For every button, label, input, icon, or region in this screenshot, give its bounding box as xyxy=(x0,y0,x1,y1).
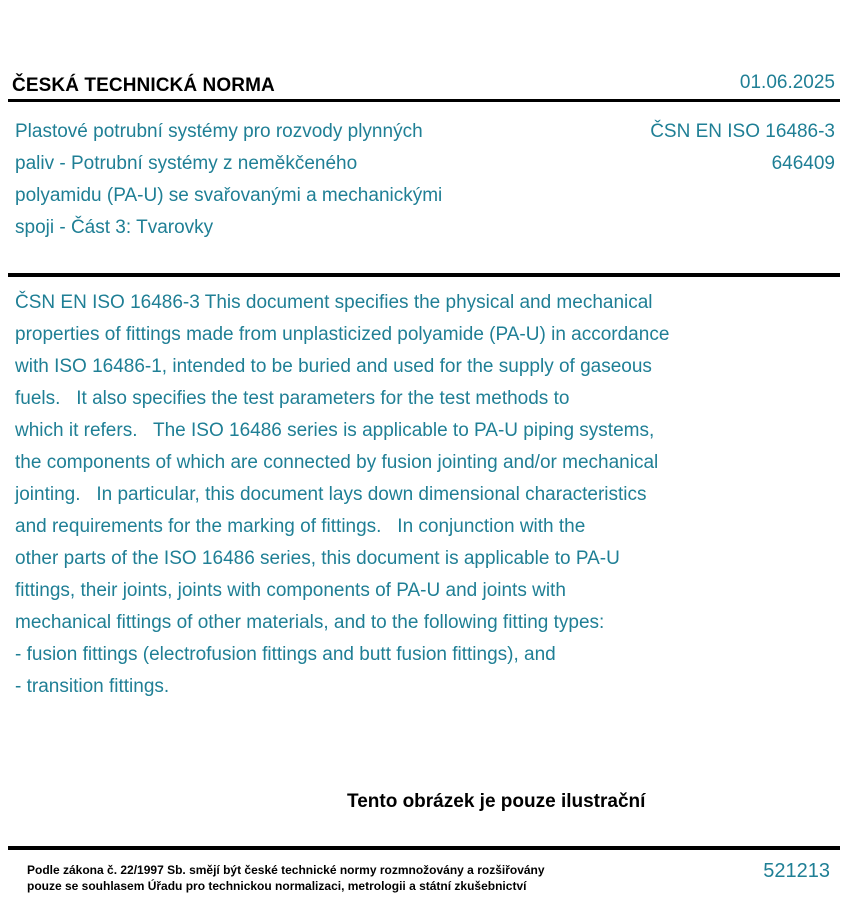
legal-notice-line: pouze se souhlasem Úřadu pro technickou normalizaci, metrologii a státní zkušebnictví xyxy=(27,879,527,893)
document-identifiers xyxy=(650,116,835,180)
abstract-line: fittings, their joints, joints with components of PA-U and joints with xyxy=(15,580,566,601)
legal-notice xyxy=(27,862,545,894)
abstract-line: mechanical fittings of other materials, and to the following fitting types: xyxy=(15,612,605,633)
document-title-line: spoji - Část 3: Tvarovky xyxy=(15,217,214,238)
abstract-line: with ISO 16486-1, intended to be buried and used for the supply of gaseous xyxy=(15,356,652,377)
document-title xyxy=(15,116,535,244)
abstract-line: the components of which are connected by fusion jointing and/or mechanical xyxy=(15,452,659,473)
abstract-line: - fusion fittings (electrofusion fittings and butt fusion fittings), and xyxy=(15,644,556,665)
abstract-text xyxy=(15,287,835,703)
document-title-line: Plastové potrubní systémy pro rozvody plynných xyxy=(15,121,423,142)
abstract-line: jointing. In particular, this document lays down dimensional characteristics xyxy=(15,484,647,505)
header-divider xyxy=(8,99,840,102)
document-title-line: polyamidu (PA-U) se svařovanými a mechanickými xyxy=(15,185,443,206)
footer-divider xyxy=(8,846,840,850)
abstract-line: properties of fittings made from unplasticized polyamide (PA-U) in accordance xyxy=(15,324,670,345)
illustration-note: Tento obrázek je pouze ilustrační xyxy=(347,791,646,812)
abstract-line: other parts of the ISO 16486 series, this document is applicable to PA-U xyxy=(15,548,620,569)
title-divider xyxy=(8,273,840,277)
standard-type-heading: ČESKÁ TECHNICKÁ NORMA xyxy=(12,75,275,96)
legal-notice-line: Podle zákona č. 22/1997 Sb. smějí být české technické normy rozmnožovány a rozšiřovány xyxy=(27,863,545,877)
abstract-line: and requirements for the marking of fittings. In conjunction with the xyxy=(15,516,586,537)
catalog-number: 521213 xyxy=(763,860,830,882)
abstract-line: ČSN EN ISO 16486-3 This document specifies the physical and mechanical xyxy=(15,292,653,313)
document-title-line: paliv - Potrubní systémy z neměkčeného xyxy=(15,153,358,174)
standard-id: ČSN EN ISO 16486-3 xyxy=(650,121,835,142)
abstract-line: which it refers. The ISO 16486 series is applicable to PA-U piping systems, xyxy=(15,420,655,441)
classification-code: 646409 xyxy=(771,153,835,174)
abstract-line: fuels. It also specifies the test parameters for the test methods to xyxy=(15,388,570,409)
publication-date: 01.06.2025 xyxy=(739,72,835,93)
abstract-line: - transition fittings. xyxy=(15,676,170,697)
